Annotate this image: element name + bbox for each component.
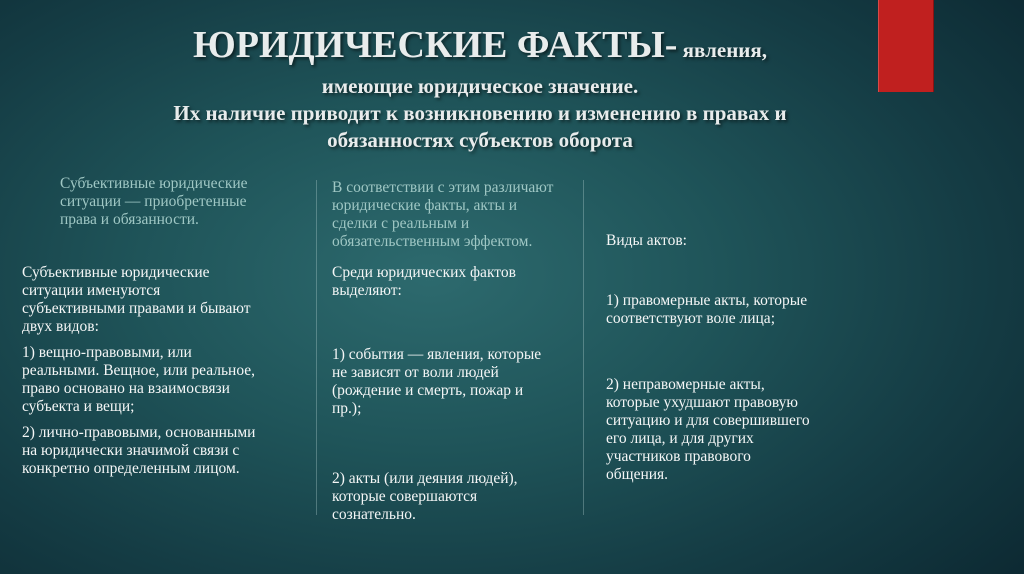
- col2-p1: [332, 264, 577, 300]
- col2-intro-line: обязательственным эффектом.: [332, 233, 533, 250]
- col3-text-line: 1) правомерные акты, которые: [606, 292, 808, 309]
- col3-text-line: участников правового: [606, 448, 751, 465]
- col2-intro-line: сделки с реальным и: [332, 215, 470, 232]
- col1-text-line: 1) вещно-правовыми, или: [22, 344, 192, 361]
- col2-text-line: Среди юридических фактов: [332, 264, 516, 281]
- col1-paragraph-3: [22, 424, 314, 478]
- col1-body: [22, 264, 314, 486]
- col1-text-line: право основано на взаимосвязи: [22, 380, 230, 397]
- col2-intro-line: В соответствии с этим различают: [332, 179, 554, 196]
- col2-text-line: которые совершаются: [332, 488, 478, 505]
- col3-text-line: соответствуют воле лица;: [606, 310, 775, 327]
- col3-text-line: общения.: [606, 466, 669, 483]
- col2-text-line: сознательно.: [332, 506, 416, 523]
- col2-text-line: пр.);: [332, 400, 362, 417]
- col1-text-line: 2) лично-правовыми, основанными: [22, 424, 256, 441]
- title-main: ЮРИДИЧЕСКИЕ ФАКТЫ-: [192, 24, 678, 66]
- col1-text-line: субъективными правами и бывают: [22, 300, 251, 317]
- col1-text-line: двух видов:: [22, 318, 99, 335]
- col1-paragraph-2: [22, 344, 314, 416]
- col2-text-line: выделяют:: [332, 282, 402, 299]
- col2-text-line: 1) события — явления, которые: [332, 346, 542, 363]
- col3-p2: [606, 376, 856, 484]
- col1-paragraph-1: [22, 264, 314, 336]
- col3-text-line: ситуацию и для совершившего: [606, 412, 810, 429]
- col1-text-line: реальными. Вещное, или реальное,: [22, 362, 256, 379]
- col1-intro: [60, 175, 310, 229]
- col2-intro-line: юридические факты, акты и: [332, 197, 518, 214]
- title-main-sub: явления,: [677, 38, 768, 62]
- column-divider-2: [583, 180, 584, 515]
- col1-text-line: ситуации именуются: [22, 282, 161, 299]
- col1-text-line: на юридически значимой связи с: [22, 442, 240, 459]
- col2-intro: [332, 179, 577, 251]
- col3-text-line: его лица, и для других: [606, 430, 754, 447]
- col2-p3: [332, 470, 577, 524]
- slide-title: [60, 22, 900, 154]
- title-line-1: [60, 22, 900, 73]
- col1-intro-line: Субъективные юридические: [60, 175, 248, 192]
- col3-text-line: которые ухудшают правовую: [606, 394, 798, 411]
- column-divider-1: [316, 180, 317, 515]
- col1-intro-line: ситуации — приобретенные: [60, 193, 247, 210]
- col3-text-line: 2) неправомерные акты,: [606, 376, 765, 393]
- col1-text-line: субъекта и вещи;: [22, 398, 135, 415]
- col1-text-line: Субъективные юридические: [22, 264, 210, 281]
- col3-p1: [606, 292, 856, 328]
- col3-heading: Виды актов:: [606, 232, 687, 249]
- title-line-4: обязанностях субъектов оборота: [327, 128, 633, 152]
- col2-text-line: не зависят от воли людей: [332, 364, 499, 381]
- col1-text-line: конкретно определенным лицом.: [22, 460, 240, 477]
- col1-intro-line: права и обязанности.: [60, 211, 199, 228]
- title-line-2: имеющие юридическое значение.: [321, 74, 639, 98]
- col2-text-line: (рождение и смерть, пожар и: [332, 382, 524, 399]
- col2-text-line: 2) акты (или деяния людей),: [332, 470, 518, 487]
- col2-p2: [332, 346, 577, 418]
- title-line-3: Их наличие приводит к возникновению и изменению в правах и: [173, 101, 787, 125]
